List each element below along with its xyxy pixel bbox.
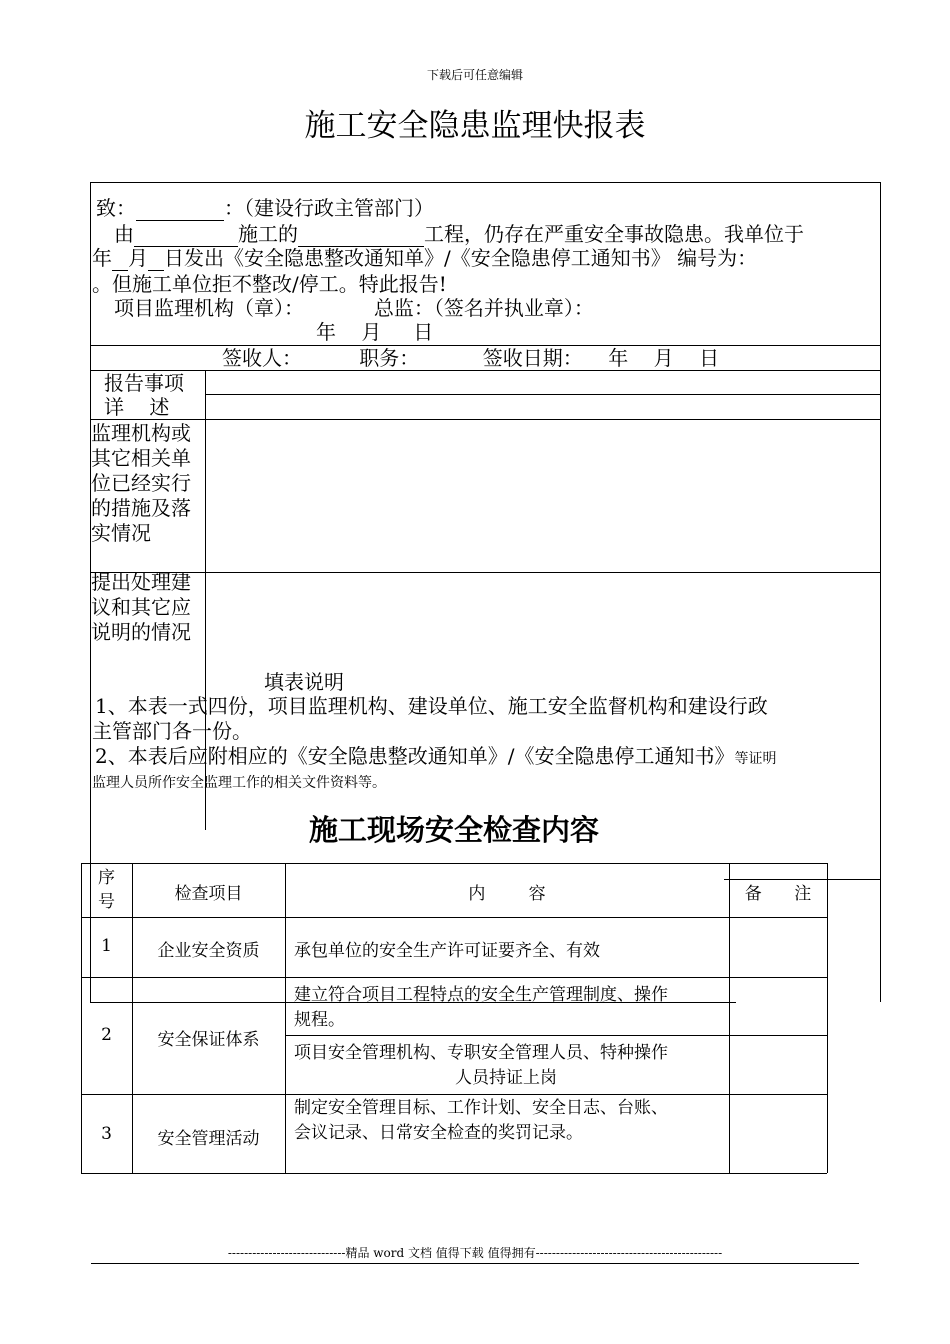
suggestion-line: 说明的情况 (91, 620, 191, 644)
recipient-blank (136, 200, 224, 221)
refusal-statement: 。但施工单位拒不整改/停工。特此报告! (92, 272, 447, 296)
notice-statement: 日发出《安全隐患整改通知单》/《安全隐患停工通知书》 编号为： (164, 246, 758, 270)
hazard-statement: 工程，仍存在严重安全事故隐患。我单位于 (424, 222, 804, 246)
detail-label: 详 述 (104, 395, 170, 419)
row-item: 安全管理活动 (157, 1129, 260, 1149)
row-seq: 3 (101, 1124, 112, 1144)
instruction-1: 1、本表一式四份，项目监理机构、建设单位、施工安全监督机构和建设行政 (95, 694, 768, 718)
instructions-heading: 填表说明 (264, 670, 344, 694)
by-label: 由 (114, 222, 134, 246)
col-header-content: 内 容 (468, 884, 546, 904)
contractor-blank (134, 226, 238, 247)
seq-char: 号 (98, 892, 115, 912)
content-line: 会议记录、日常安全检查的奖罚记录。 (294, 1123, 583, 1143)
seq-char: 序 (98, 868, 115, 888)
content-line: 规程。 (294, 1010, 345, 1030)
col-header-item: 检查项目 (174, 884, 243, 904)
measures-line: 的措施及落 (91, 496, 191, 520)
day-blank (148, 250, 164, 271)
footer-rule (91, 1263, 859, 1264)
instruction-2-cont: 监理人员所作安全监理工作的相关文件资料等。 (92, 775, 386, 791)
instruction-2: 2、本表后应附相应的《安全隐患整改通知单》/《安全隐患停工通知书》 (95, 744, 735, 768)
row-content (294, 1096, 668, 1146)
to-suffix: ：（建设行政主管部门） (224, 196, 434, 220)
content-line: 建立符合项目工程特点的安全生产管理制度、操作 (294, 985, 668, 1005)
measures-label (91, 421, 191, 546)
date-line: 年 月 日 (316, 320, 434, 344)
footer-text: -----------------------------精品 word 文档 值得下载 值得拥有---------------------------------------------- (227, 1246, 723, 1260)
content-line: 制定安全管理目标、工作计划、安全日志、台账、 (294, 1098, 668, 1118)
row-item: 企业安全资质 (157, 941, 260, 961)
construction-label: 施工的 (238, 222, 298, 246)
instruction-2-small: 等证明 (734, 751, 777, 767)
row-content (294, 983, 668, 1033)
row-content-2 (294, 1041, 718, 1091)
suggestion-line: 议和其它应 (91, 595, 191, 619)
month-blank (112, 250, 128, 271)
measures-line: 其它相关单 (91, 446, 191, 470)
row-seq: 2 (101, 1025, 112, 1045)
instruction-1-cont: 主管部门各一份。 (92, 719, 252, 743)
measures-line: 位已经实行 (91, 471, 191, 495)
page-title: 施工安全隐患监理快报表 (304, 108, 646, 144)
signature-line: 项目监理机构（章）： 总监：（签名并执业章）： (114, 296, 594, 320)
section-title: 施工现场安全检查内容 (308, 813, 599, 847)
measures-line: 监理机构或 (91, 421, 191, 445)
col-header-seq (81, 866, 132, 914)
content-line: 人员持证上岗 (455, 1068, 557, 1088)
content-line: 项目安全管理机构、专职安全管理人员、特种操作 (294, 1043, 668, 1063)
row-item: 安全保证体系 (157, 1030, 260, 1050)
project-blank (298, 226, 424, 247)
suggestion-label (91, 570, 191, 645)
month-label: 月 (128, 246, 148, 270)
row-seq: 1 (101, 936, 112, 956)
header-note: 下载后可任意编辑 (426, 68, 523, 82)
year-label: 年 (92, 246, 112, 270)
col-header-remark: 备 注 (744, 884, 812, 904)
to-label: 致： (96, 196, 136, 220)
report-matter-label: 报告事项 (104, 371, 184, 395)
row-content: 承包单位的安全生产许可证要齐全、有效 (294, 941, 600, 961)
receipt-line: 签收人： 职务： 签收日期： 年 月 日 (222, 346, 720, 370)
suggestion-line: 提出处理建 (91, 570, 191, 594)
measures-line: 实情况 (91, 521, 151, 545)
